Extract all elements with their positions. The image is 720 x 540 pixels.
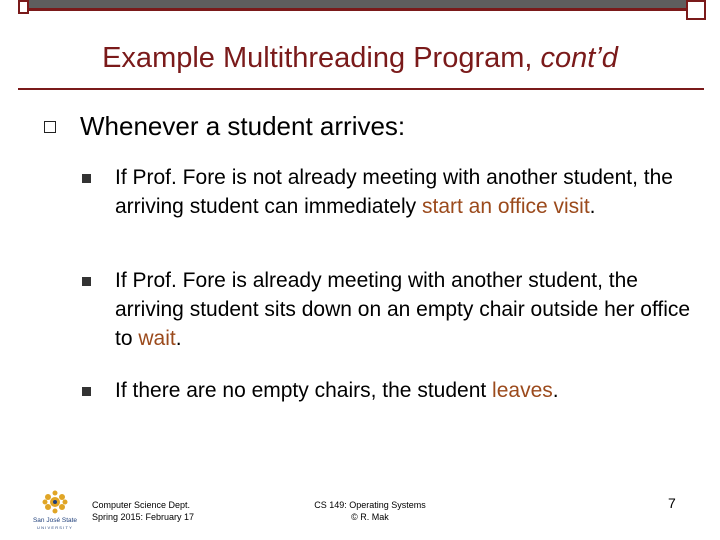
square-bullet-icon xyxy=(82,277,91,286)
slide-title xyxy=(0,42,720,75)
svg-text:UNIVERSITY: UNIVERSITY xyxy=(36,525,74,530)
footer-author: © R. Mak xyxy=(351,512,389,522)
footer-date: Spring 2015: February 17 xyxy=(92,512,195,522)
bullet-3-text: If there are no empty chairs, the student xyxy=(115,379,493,402)
svg-text:San José State: San José State xyxy=(32,517,78,524)
bullet-2-highlight: wait xyxy=(138,327,176,350)
title-italic: cont’d xyxy=(540,42,618,74)
title-plain: Example Multithreading Program, xyxy=(102,42,541,74)
bullet-3-end: . xyxy=(552,379,559,402)
footer-center-info xyxy=(290,499,450,523)
top-bar-left-square xyxy=(18,0,29,14)
sjsu-logo-icon xyxy=(28,488,82,532)
bullet-1-end: . xyxy=(589,195,596,218)
bullet-1-highlight: start an office visit xyxy=(421,195,590,218)
level1-text: Whenever a student arrives: xyxy=(80,111,406,141)
bullet-text-2 xyxy=(115,266,695,353)
bullet-2-text: If Prof. Fore is already meeting with another student, the arriving student sits down on an empty chair outside her office to xyxy=(115,269,691,350)
bullet-text-1 xyxy=(115,163,695,221)
footer-course: CS 149: Operating Systems xyxy=(314,500,426,510)
square-bullet-icon xyxy=(82,387,91,396)
footer-dept: Computer Science Dept. xyxy=(92,500,191,510)
top-bar-right-square xyxy=(686,0,706,20)
top-decoration-bar xyxy=(18,0,706,14)
bullet-text-3 xyxy=(115,376,695,405)
title-divider xyxy=(18,88,704,90)
footer-course-info xyxy=(92,499,194,523)
page-number: 7 xyxy=(668,495,676,511)
bullet-3-highlight: leaves xyxy=(492,379,553,402)
top-bar-strip xyxy=(18,0,686,11)
hollow-square-bullet-icon xyxy=(44,121,56,133)
bullet-1-text: If Prof. Fore is not already meeting with another student, the arriving student can immediately xyxy=(115,166,673,218)
bullet-2-end: . xyxy=(175,327,182,350)
square-bullet-icon xyxy=(82,174,91,183)
